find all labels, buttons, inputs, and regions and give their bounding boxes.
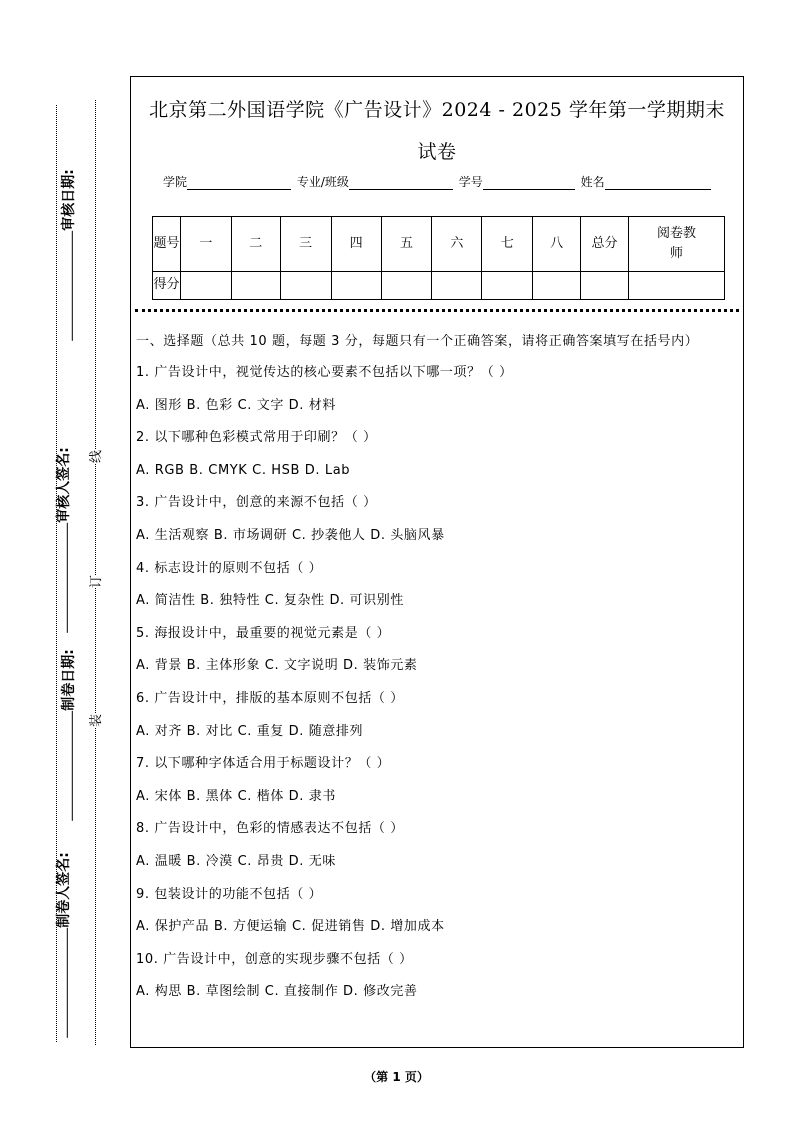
col-header-grader: 阅卷教师 <box>629 217 725 272</box>
options-line: A. RGB B. CMYK C. HSB D. Lab <box>136 462 351 478</box>
binding-char-bind: 订 <box>85 575 104 588</box>
col-header: 一 <box>180 217 231 272</box>
score-cell[interactable] <box>482 271 533 299</box>
score-cell[interactable] <box>280 271 331 299</box>
paper-date-blank[interactable] <box>62 711 73 821</box>
field-label-college: 学院 <box>163 175 188 189</box>
review-date-blank[interactable] <box>62 231 73 341</box>
score-cell[interactable] <box>180 271 231 299</box>
score-cell-grader[interactable] <box>629 271 725 299</box>
col-header: 四 <box>331 217 381 272</box>
question-line: 5. 海报设计中，最重要的视觉元素是（ ） <box>136 625 391 641</box>
field-label-major-class: 专业/班级 <box>296 175 349 189</box>
options-line: A. 宋体 B. 黑体 C. 楷体 D. 隶书 <box>136 788 336 804</box>
reviewer-signature-blank[interactable] <box>57 523 68 633</box>
col-header-total: 总分 <box>581 217 629 272</box>
exam-frame <box>130 76 744 1048</box>
score-table-score-row <box>153 271 725 299</box>
score-cell[interactable] <box>381 271 432 299</box>
exam-title-line1: 北京第二外国语学院《广告设计》2024 - 2025 学年第一学期期末 <box>149 99 725 121</box>
student-id-input[interactable] <box>483 177 575 190</box>
score-cell[interactable] <box>331 271 381 299</box>
score-cell[interactable] <box>231 271 280 299</box>
score-cell-total[interactable] <box>581 271 629 299</box>
paper-maker-signature-blank[interactable] <box>57 928 68 1038</box>
question-line: 1. 广告设计中，视觉传达的核心要素不包括以下哪一项？（ ） <box>136 365 513 380</box>
student-info-row <box>163 173 713 190</box>
question-line: 4. 标志设计的原则不包括（ ） <box>136 560 323 576</box>
options-line: A. 对齐 B. 对比 C. 重复 D. 随意排列 <box>136 723 364 739</box>
options-line: A. 背景 B. 主体形象 C. 文字说明 D. 装饰元素 <box>136 658 418 674</box>
question-line: 9. 包装设计的功能不包括（ ） <box>136 886 323 902</box>
question-line: 8. 广告设计中，色彩的情感表达不包括（ ） <box>136 821 404 837</box>
col-header: 六 <box>432 217 482 272</box>
binding-char-pack: 装 <box>85 714 104 727</box>
col-header: 三 <box>280 217 331 272</box>
row-label-question-no: 题号 <box>153 217 181 272</box>
options-line: A. 保护产品 B. 方便运输 C. 促进销售 D. 增加成本 <box>136 919 445 935</box>
dotted-separator <box>135 309 739 312</box>
exam-title <box>131 89 743 173</box>
options-line: A. 生活观察 B. 市场调研 C. 抄袭他人 D. 头脑风暴 <box>136 527 445 543</box>
col-header: 七 <box>482 217 533 272</box>
question-line: 3. 广告设计中，创意的来源不包括（ ） <box>136 495 377 511</box>
major-class-input[interactable] <box>349 177 453 190</box>
paper-maker-signature-label: 制卷人签名: <box>53 852 73 1038</box>
row-label-score: 得分 <box>153 271 181 299</box>
options-line: A. 图形 B. 色彩 C. 文字 D. 材料 <box>136 397 336 413</box>
section-multiple-choice <box>136 331 736 1014</box>
col-header: 八 <box>533 217 581 272</box>
options-line: A. 简洁性 B. 独特性 C. 复杂性 D. 可识别性 <box>136 593 404 609</box>
col-header: 二 <box>231 217 280 272</box>
question-line: 10. 广告设计中，创意的实现步骤不包括（ ） <box>136 951 413 967</box>
page-number: （第 1 页） <box>364 1070 429 1084</box>
section-heading: 一、选择题（总共 10 题，每题 3 分，每题只有一个正确答案，请将正确答案填写在括号内） <box>136 334 699 349</box>
score-table-header-row <box>153 217 725 272</box>
binding-dotted-line-inner <box>95 100 96 1045</box>
options-line: A. 温暖 B. 冷漠 C. 昂贵 D. 无味 <box>136 853 336 869</box>
college-input[interactable] <box>187 177 291 190</box>
field-label-student-id: 学号 <box>458 175 483 189</box>
score-cell[interactable] <box>533 271 581 299</box>
paper-date-label: 制卷日期: <box>58 649 78 821</box>
score-cell[interactable] <box>432 271 482 299</box>
binding-char-line: 线 <box>85 450 104 463</box>
field-label-name: 姓名 <box>580 175 605 189</box>
reviewer-signature-label: 审核人签名: <box>53 447 73 633</box>
name-input[interactable] <box>605 177 711 190</box>
review-date-label: 审核日期: <box>58 169 78 341</box>
question-line: 2. 以下哪种色彩模式常用于印刷？（ ） <box>136 430 377 446</box>
options-line: A. 构思 B. 草图绘制 C. 直接制作 D. 修改完善 <box>136 984 418 1000</box>
col-header: 五 <box>381 217 432 272</box>
exam-title-line2: 试卷 <box>417 141 457 163</box>
score-table <box>152 216 725 300</box>
question-line: 6. 广告设计中，排版的基本原则不包括（ ） <box>136 690 404 706</box>
question-line: 7. 以下哪种字体适合用于标题设计？（ ） <box>136 756 391 772</box>
